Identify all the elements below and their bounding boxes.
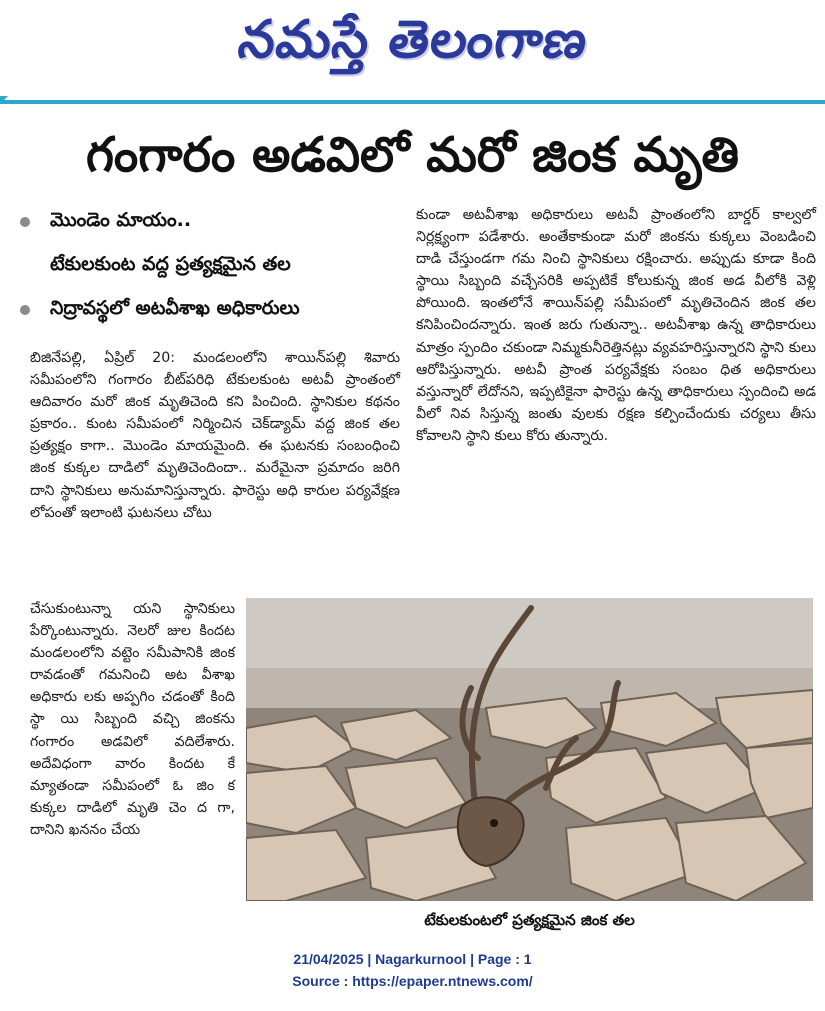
masthead bbox=[0, 0, 825, 92]
body-paragraph: చేసుకుంటున్నా యని స్థానికులు పేర్కొంటున్నారు. నెలరో జుల కిందట మండలంలోని వట్టెం సమీపానికి జింక రావడంతో గమనించి అట వీశాఖ అధికారు లకు అప్పగిం చడంతో కింది స్థా యి సిబ్బంది వచ్చి జింకను గంగారం అడవిలో వదిలేశారు. అదేవిధంగా వారం కిందట కే మ్యాతండా సమీపంలో ఓ జిం క కుక్కల దాడిలో మృతి చెం ద గా, దానిని ఖననం చేయ bbox=[30, 601, 235, 838]
article-body-right bbox=[416, 204, 816, 447]
article-body-left bbox=[30, 347, 400, 524]
bullet-dot-icon bbox=[20, 305, 30, 315]
page-footer bbox=[0, 948, 825, 992]
bullet-text: టేకులకుంట వద్ద ప్రత్యక్షమైన తల bbox=[50, 252, 291, 275]
edition-info: 21/04/2025 | Nagarkurnool | Page : 1 bbox=[293, 951, 532, 967]
deer-head-photo bbox=[246, 598, 813, 901]
photo-caption: టేకులకుంటలో ప్రత్యక్షమైన జింక తల bbox=[424, 911, 635, 929]
photo-illustration bbox=[246, 598, 813, 901]
bullet-dot-icon bbox=[20, 217, 30, 227]
article-body-left-narrow bbox=[30, 598, 235, 841]
bullet-item bbox=[20, 244, 400, 288]
article-headline: గంగారం అడవిలో మరో జింక మృతి bbox=[85, 127, 740, 183]
newspaper-logo: నమస్తే తెలంగాణ bbox=[234, 9, 592, 70]
header-rule bbox=[0, 100, 825, 104]
bullet-item bbox=[20, 200, 400, 244]
body-paragraph: బిజినేపల్లి, ఏప్రిల్ 20: మండలంలోని శాయిన్‌పల్లి శివారు సమీపంలోని గంగారం బీట్‌పరిధి టేకులకుంట అటవీ ప్రాంతంలో ఆదివారం మరో జింక మృతిచెంది కని పించింది. స్థానికుల కథనం ప్రకారం.. కుంట సమీపంలో నిర్మించిన చెక్‌డ్యామ్ వద్ద జింక తల ప్రత్యక్షం కాగా.. మొండెం మాయమైంది. ఈ ఘటనకు సంబంధించి జింక కుక్కల దాడిలో మృతిచెందిందా.. మరేమైనా ప్రమాదం జరిగి దాని స్థానికులు అనుమానిస్తున్నారు. ఫారెస్టు అధి కారుల పర్యవేక్షణ లోపంతో ఇలాంటి ఘటనలు చోటు bbox=[30, 350, 400, 521]
bullet-item bbox=[20, 288, 400, 332]
bullet-text: మొండెం మాయం.. bbox=[50, 208, 192, 231]
bullet-text: నిద్రావస్థలో అటవీశాఖ అధికారులు bbox=[50, 296, 300, 319]
body-paragraph: కుండా అటవీశాఖ అధికారులు అటవీ ప్రాంతంలోని బార్డర్ కాల్వలో నిర్లక్ష్యంగా పడేశారు. అంతేకాకుండా మరో జింకను కుక్కలు వెంబడించి దాడి చేస్తుండగా గమ నించి స్థానికులు రక్షించారు. అప్పుడు కూడా కింది స్థాయి సిబ్బంది వచ్చేసరికి అప్పటికే కోలుకున్న జింక అడ వీలోకి వెళ్లి పోయింది. ఇంతలోనే శాయిన్‌పల్లి సమీపంలో మృతిచెందిన జింక తల కనిపించిందన్నారు. ఇంత జరు గుతున్నా.. అటవీశాఖ ఉన్న తాధికారులు మాత్రం స్పందిం చకుండా నిమ్మకునీరెత్తినట్లు వ్యవహరిస్తున్నారని స్థాని కులు ఆరోపిస్తున్నారు. అటవీ ప్రాంత పర్యవేక్షకు సంబం ధిత అధికారులు వస్తున్నారో లేదోనని, ఇప్పటికైనా ఫారెస్టు ఉన్న తాధికారులు స్పందించి అడ వీలో నివ సిస్తున్న జంతు వులకు రక్షణ కల్పించేందుకు చర్యలు తీసు కోవాలని స్థాని కులు కోరు తున్నారు. bbox=[416, 207, 816, 444]
subheadline-bullets bbox=[20, 200, 400, 332]
source-link[interactable]: Source : https://epaper.ntnews.com/ bbox=[292, 973, 533, 989]
